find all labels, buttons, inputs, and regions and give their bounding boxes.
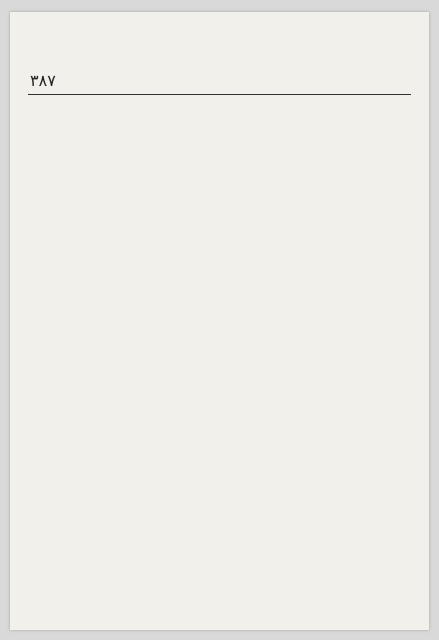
page-body [28,100,411,612]
header-rule [28,94,411,95]
page-header [30,64,409,90]
book-page [10,12,429,630]
page-number: ٣٨٧ [30,71,56,90]
